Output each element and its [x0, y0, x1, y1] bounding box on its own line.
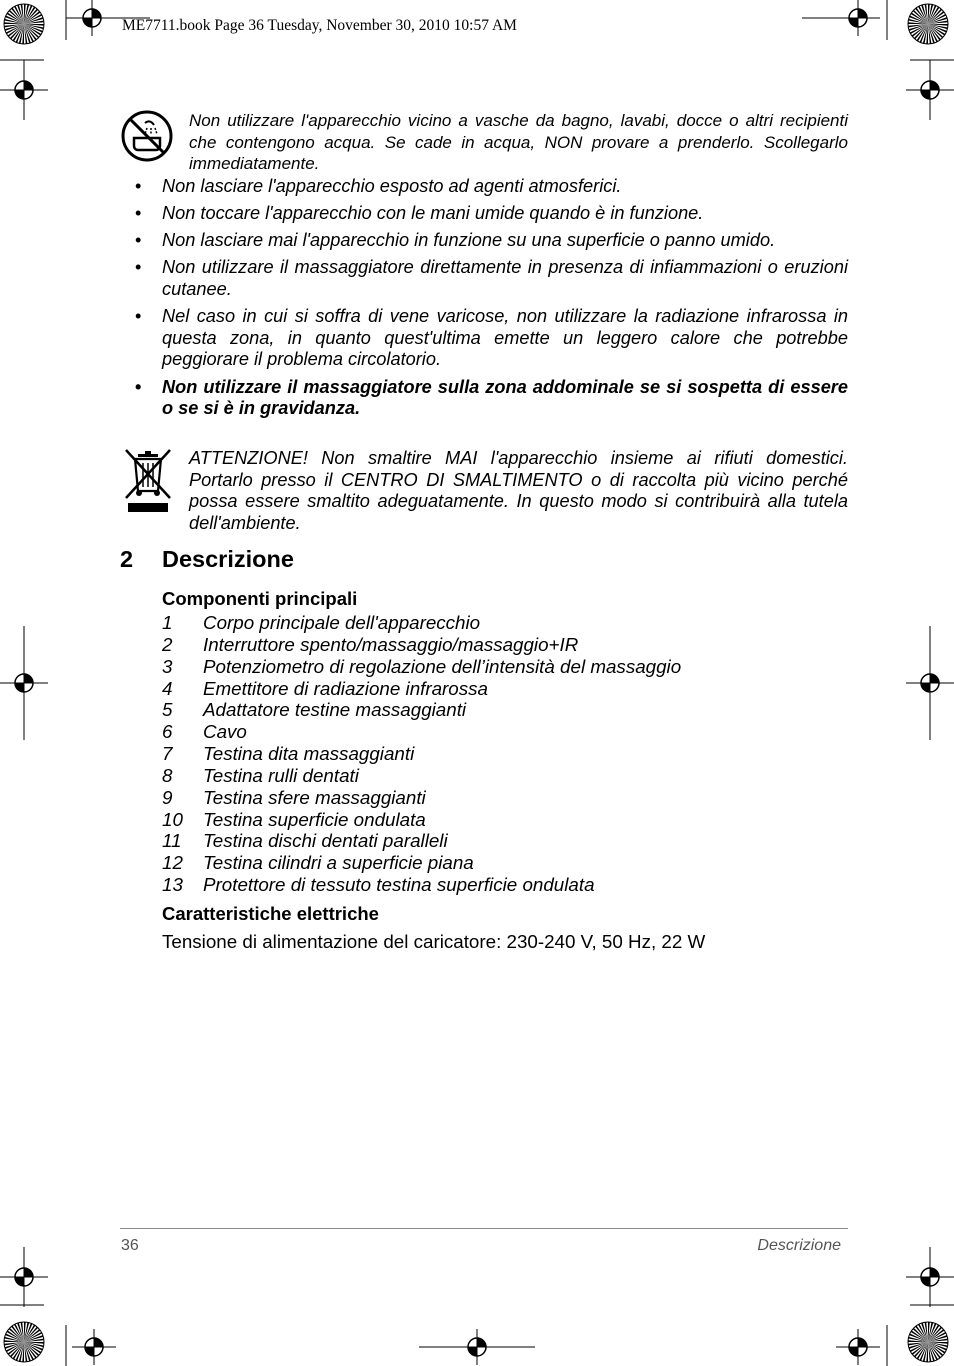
list-item-pregnancy-warning: • Non utilizzare il massaggiatore sulla zona addominale se si sospetta di essere o se si è in gravidanza. [135, 376, 848, 419]
registration-quadrant [921, 1277, 930, 1286]
registration-quadrant [15, 1277, 24, 1286]
list-item: 10 Testina superficie ondulata [162, 808, 426, 830]
registration-quadrant [83, 18, 92, 27]
footer-section-title: Descrizione [757, 1237, 841, 1254]
section-number: 2 [120, 546, 134, 572]
list-item: 5 Adattatore testine massaggianti [162, 699, 467, 721]
list-item: 8 Testina rulli dentati [162, 764, 359, 786]
list-item: 4 Emettitore di radiazione infrarossa [162, 677, 488, 699]
list-item: • Non toccare l'apparecchio con le mani umide quando è in funzione. [135, 203, 704, 224]
no-bath-water-icon [121, 110, 173, 162]
registration-quadrant [15, 90, 24, 99]
registration-quadrant [849, 1347, 858, 1356]
list-item: 11 Testina dischi dentati paralleli [162, 830, 448, 852]
registration-quadrant [858, 1338, 867, 1347]
list-item: 9 Testina sfere massaggianti [162, 786, 426, 808]
components-heading: Componenti principali [162, 588, 358, 609]
footer-divider [120, 1228, 848, 1229]
list-item: 2 Interruttore spento/massaggio/massaggio+IR [162, 633, 579, 655]
book-header-info: ME7711.book Page 36 Tuesday, November 30, 2010 10:57 AM [122, 17, 517, 34]
registration-quadrant [94, 1338, 103, 1347]
registration-quadrant [24, 674, 33, 683]
list-item: • Non lasciare l'apparecchio esposto ad agenti atmosferici. [135, 176, 622, 196]
registration-quadrant [930, 1268, 939, 1277]
registration-quadrant [858, 9, 867, 18]
registration-quadrant [468, 1347, 477, 1356]
list-item: 12 Testina cilindri a superficie piana [162, 852, 474, 874]
registration-quadrant [930, 674, 939, 683]
registration-quadrant [92, 9, 101, 18]
list-item: 6 Cavo [162, 721, 247, 743]
list-item: • Non utilizzare il massaggiatore direttamente in presenza di infiammazioni o eruzioni cutanee. [135, 257, 848, 299]
registration-quadrant [24, 81, 33, 90]
section-title: Descrizione [162, 546, 294, 572]
electrical-heading: Caratteristiche elettriche [162, 903, 379, 924]
page-number: 36 [121, 1237, 139, 1254]
registration-quadrant [24, 1268, 33, 1277]
disposal-warning-text: ATTENZIONE! Non smaltire MAI l'apparecchio insieme ai rifiuti domestici. Portarlo presso il CENTRO DI SMALTIMENTO o di raccolta più vicino perché possa essere smaltito adeguatamente. In questo modo si contribuirà alla tutela dell'ambiente. [189, 448, 848, 534]
list-item: 1 Corpo principale dell'apparecchio [162, 612, 481, 633]
registration-quadrant [85, 1347, 94, 1356]
list-item: 7 Testina dita massaggianti [162, 743, 415, 765]
electrical-spec: Tensione di alimentazione del caricatore: 230-240 V, 50 Hz, 22 W [162, 931, 706, 952]
components-list [162, 612, 681, 896]
list-item: • Nel caso in cui si soffra di vene varicose, non utilizzare la radiazione infrarossa in questa zona, in quanto quest'ultima emette un leggero calore che potrebbe peggiorare il problema circolatorio. [135, 306, 848, 370]
registration-quadrant [921, 90, 930, 99]
registration-quadrant [477, 1338, 486, 1347]
crossed-bin-weee-icon [124, 448, 172, 516]
registration-quadrant [921, 683, 930, 692]
list-item: 13 Protettore di tessuto testina superficie ondulata [162, 874, 595, 896]
list-item: • Non lasciare mai l'apparecchio in funzione su una superficie o panno umido. [135, 230, 776, 251]
safety-bullet-list [128, 176, 848, 425]
list-item: 3 Potenziometro di regolazione dell’intensità del massaggio [162, 655, 682, 677]
registration-quadrant [849, 18, 858, 27]
registration-quadrant [15, 683, 24, 692]
water-warning-text: Non utilizzare l'apparecchio vicino a vasche da bagno, lavabi, docce o altri recipienti che contengono acqua. Se cade in acqua, NON provare a prenderlo. Scollegarlo immediatamente. [189, 111, 848, 173]
registration-quadrant [930, 81, 939, 90]
